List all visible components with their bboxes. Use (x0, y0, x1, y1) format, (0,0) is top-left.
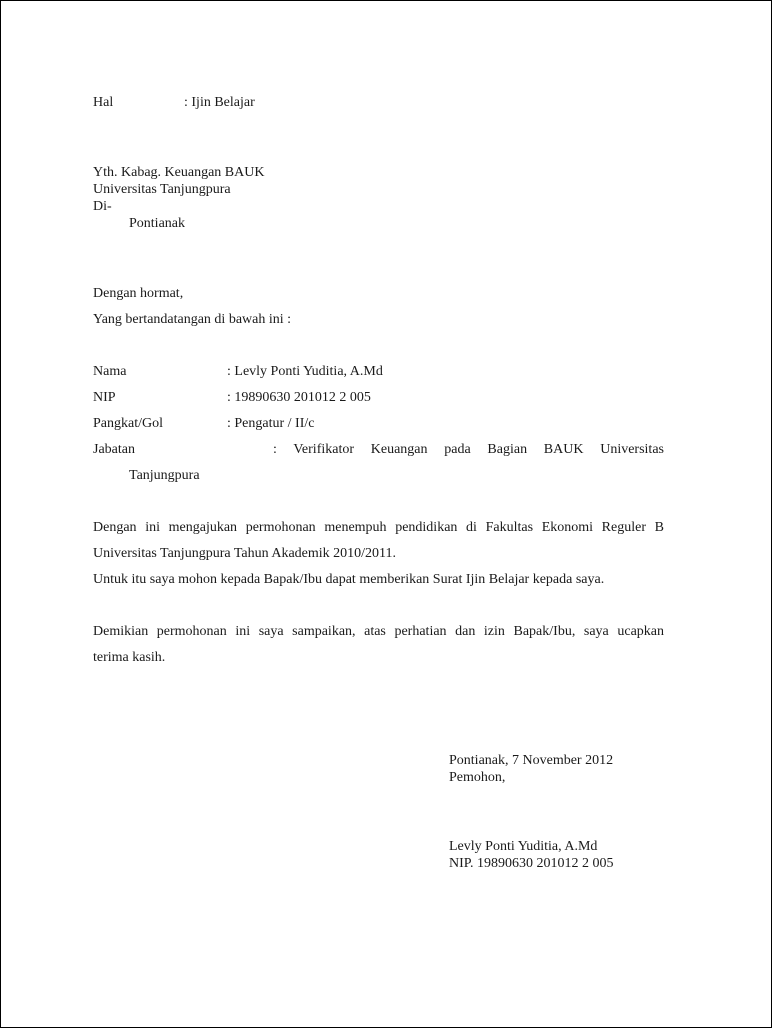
recipient-line-2: Universitas Tanjungpura (93, 182, 231, 197)
nip-label: NIP (93, 390, 116, 405)
recipient-line-3: Di- (93, 199, 112, 214)
subject-label: Hal (93, 95, 114, 110)
jabatan-label: Jabatan (93, 442, 135, 457)
jabatan-value-line-2: Tanjungpura (129, 468, 200, 483)
paragraph-3-line-1: Demikian permohonan ini saya sampaikan, atas perhatian dan izin Bapak/Ibu, saya ucapkan (93, 624, 664, 639)
jabatan-value-line-1: : Verifikator Keuangan pada Bagian BAUK Universitas (273, 442, 664, 457)
pangkat-label: Pangkat/Gol (93, 416, 163, 431)
paragraph-1-line-1: Dengan ini mengajukan permohonan menempuh pendidikan di Fakultas Ekonomi Reguler B (93, 520, 664, 535)
signature-place-date: Pontianak, 7 November 2012 (449, 753, 614, 768)
recipient-line-1: Yth. Kabag. Keuangan BAUK (93, 165, 265, 180)
paragraph-1-line-2: Universitas Tanjungpura Tahun Akademik 2010/2011. (93, 546, 397, 561)
paragraph-3-line-2: terima kasih. (93, 650, 166, 665)
paragraph-2: Untuk itu saya mohon kepada Bapak/Ibu dapat memberikan Surat Ijin Belajar kepada saya. (93, 572, 605, 587)
nama-value: : Levly Ponti Yuditia, A.Md (227, 364, 383, 379)
intro-line: Yang bertandatangan di bawah ini : (93, 312, 292, 327)
greeting: Dengan hormat, (93, 286, 184, 301)
signature-role: Pemohon, (449, 770, 506, 785)
nama-label: Nama (93, 364, 127, 379)
signature-nip: NIP. 19890630 201012 2 005 (449, 856, 614, 871)
subject-value: : Ijin Belajar (184, 95, 255, 110)
pangkat-value: : Pengatur / II/c (227, 416, 315, 431)
nip-value: : 19890630 201012 2 005 (227, 390, 371, 405)
signature-name: Levly Ponti Yuditia, A.Md (449, 839, 598, 854)
recipient-line-4: Pontianak (129, 216, 185, 231)
